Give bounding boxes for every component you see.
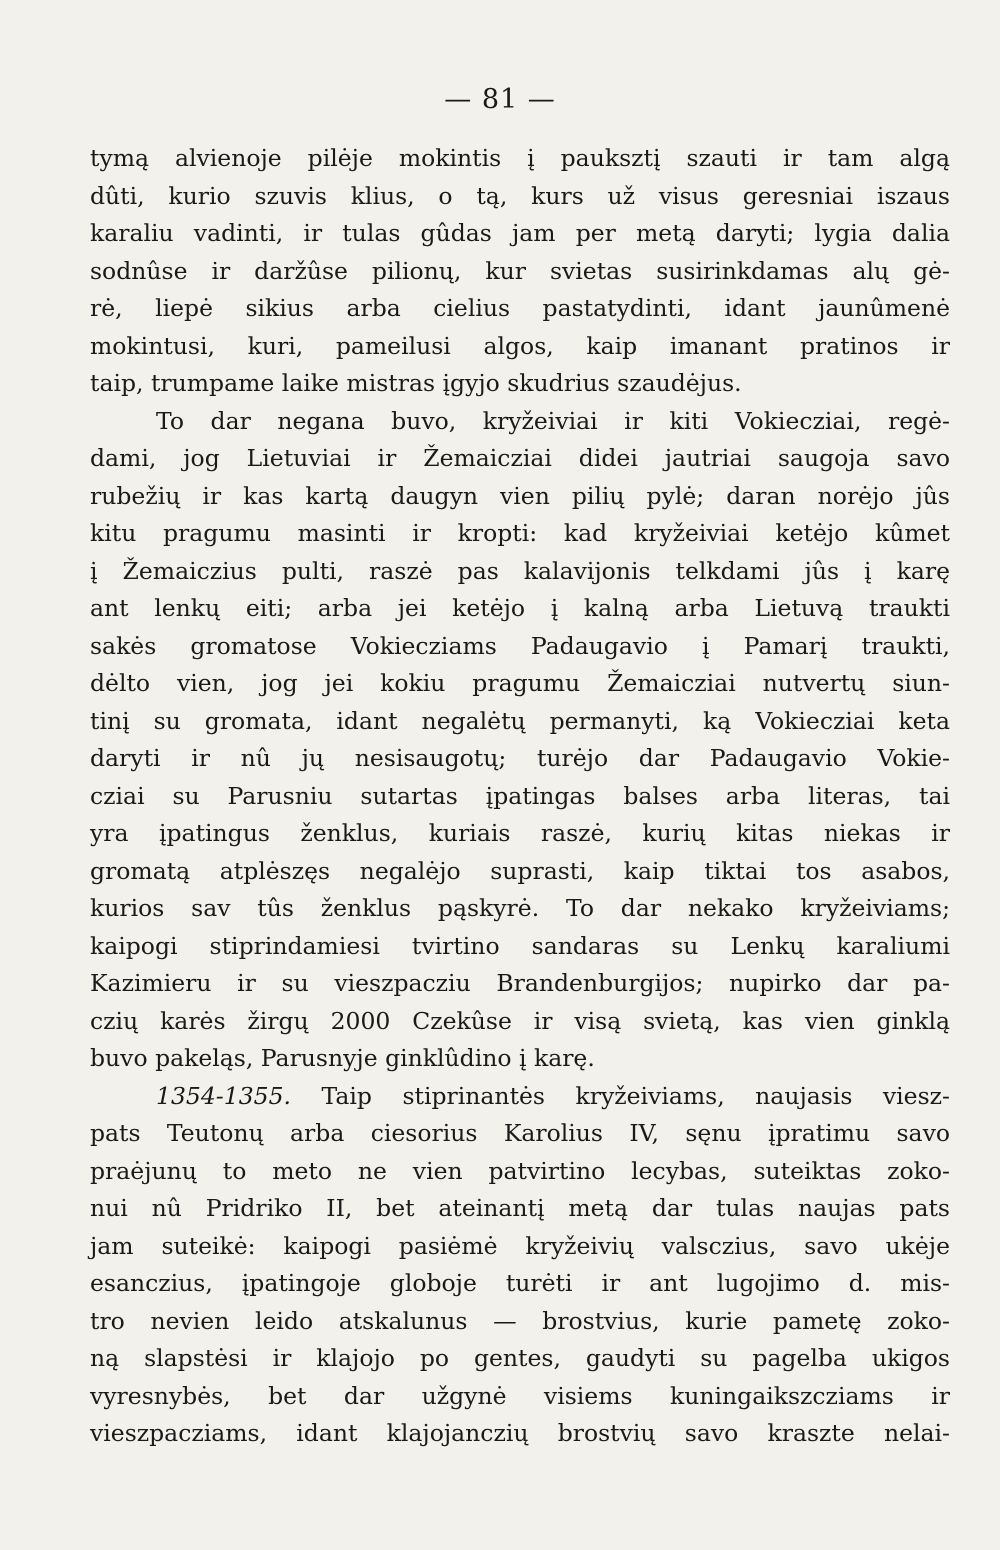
text-line: ną slapstėsi ir klajojo po gentes, gaudyti su pagelba ukigos [90,1344,950,1372]
text-line: daryti ir nû jų nesisaugotų; turėjo dar Padaugavio Vokie- [90,744,950,772]
text-line: tymą alvienoje pilėje mokintis į pauksztį szauti ir tam algą [90,144,950,172]
text-line: kurios sav tûs ženklus pąskyrė. To dar nekako kryžeiviams; [90,894,950,922]
text-line [90,1078,950,1116]
text-line: praėjunų to meto ne vien patvirtino lecybas, suteiktas zoko- [90,1156,950,1185]
text-line: į Žemaiczius pulti, raszė pas kalavijonis telkdami jûs į karę [90,556,950,585]
text-line: taip, trumpame laike mistras įgyjo skudrius szaudėjus. [90,369,742,397]
text-line: rubežių ir kas kartą daugyn vien pilių pylė; daran norėjo jûs [90,481,950,510]
text-line: dûti, kurio szuvis klius, o tą, kurs už visus geresniai iszaus [90,181,950,210]
text-line: tinį su gromata, idant negalėtų permanyti, ką Vokiecziai keta [90,706,950,735]
text-line: dėlto vien, jog jei kokiu pragumu Žemaicziai nutvertų siun- [90,669,950,697]
text-line: pats Teutonų arba ciesorius Karolius IV, sęnu įpratimu savo [90,1119,950,1147]
page-number: — 81 — [444,84,556,115]
text-line: dami, jog Lietuviai ir Žemaicziai didei jautriai saugoja savo [90,444,950,472]
text-line: kitu pragumu masinti ir kropti: kad kryžeiviai ketėjo kûmet [90,519,950,547]
text-line: esanczius, įpatingoje globoje turėti ir ant lugojimo d. mis- [90,1269,950,1297]
text-line: gromatą atplėszęs negalėjo suprasti, kaip tiktai tos asabos, [90,856,950,885]
text-line: buvo pakeląs, Parusnyje ginklûdino į karę. [90,1044,595,1072]
text-line: karaliu vadinti, ir tulas gûdas jam per metą daryti; lygia dalia [90,219,950,247]
text-line: mokintusi, kuri, pameilusi algos, kaip imanant pratinos ir [90,331,950,360]
text-line: ant lenkų eiti; arba jei ketėjo į kalną arba Lietuvą traukti [90,594,950,622]
text-line: To dar negana buvo, kryžeiviai ir kiti Vokiecziai, regė- [156,406,950,435]
text-line: nui nû Pridriko II, bet ateinantį metą dar tulas naujas pats [90,1194,950,1222]
text-line: jam suteikė: kaipogi pasiėmė kryžeivių valsczius, savo ukėje [90,1231,950,1260]
text-line: cziai su Parusniu sutartas įpatingas balses arba literas, tai [90,781,950,810]
text-line-rest: Taip stiprinantės kryžeiviams, naujasis viesz- [321,1081,950,1110]
text-line: rė, liepė sikius arba cielius pastatydinti, idant jaunûmenė [90,294,950,322]
text-line: yra įpatingus ženklus, kuriais raszė, kurių kitas niekas ir [90,819,950,847]
text-line: kaipogi stiprindamiesi tvirtino sandaras su Lenkų karaliumi [90,931,950,960]
text-line: tro nevien leido atskalunus — brostvius, kurie pametę zoko- [90,1306,950,1335]
body-text [90,140,950,1453]
text-line: sakės gromatose Vokiecziams Padaugavio į Pamarį traukti, [90,631,950,660]
text-line: vieszpacziams, idant klajojanczių brostvių savo kraszte nelai- [90,1419,950,1447]
date-label: 1354-1355. [156,1081,292,1110]
text-line: Kazimieru ir su vieszpacziu Brandenburgijos; nupirko dar pa- [90,969,950,997]
text-line: vyresnybės, bet dar užgynė visiems kuningaikszcziams ir [90,1381,950,1410]
text-line: czių karės žirgų 2000 Czekûse ir visą svietą, kas vien ginklą [90,1006,950,1035]
text-line: sodnûse ir daržûse pilionų, kur svietas susirinkdamas alų gė- [90,256,950,285]
